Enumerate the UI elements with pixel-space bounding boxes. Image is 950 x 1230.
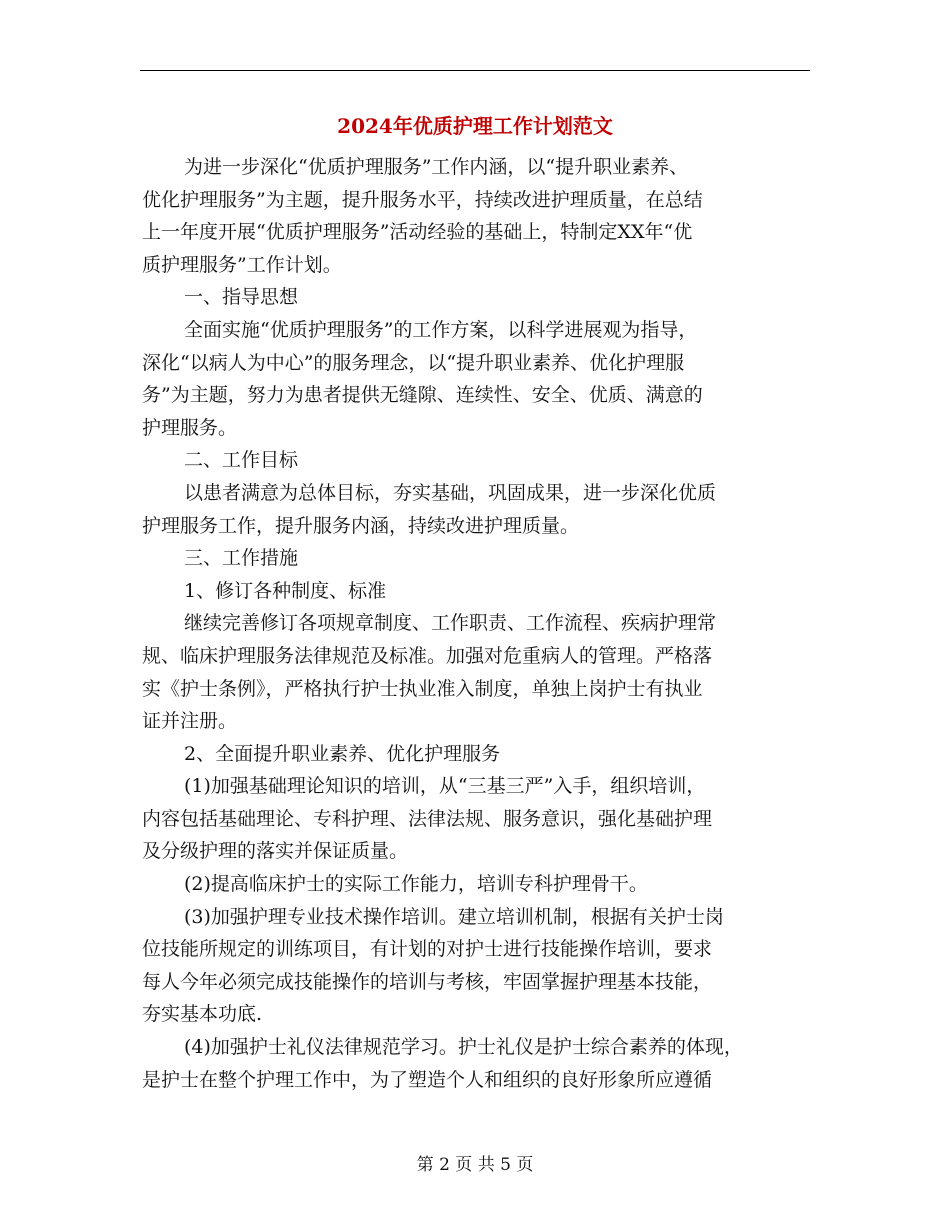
text-line: 优化护理服务”为主题，提升服务水平，持续改进护理质量，在总结 (142, 188, 703, 211)
text-line: 护理服务。 (142, 416, 238, 439)
text-line: 为进一步深化“优质护理服务”工作内涵，以“提升职业素养、 (184, 156, 689, 178)
text-line: (3)加强护理专业技术操作培训。建立培训机制，根据有关护士岗 (184, 905, 724, 928)
text-line: 深化“以病人为中心”的服务理念，以“提升职业素养、优化护理服 (142, 351, 685, 374)
text-line: 1、修订各种制度、标准 (184, 579, 387, 602)
text-line: 2、全面提升职业素养、优化护理服务 (184, 742, 501, 765)
text-line: 位技能所规定的训练项目，有计划的对护士进行技能操作培训，要求 (142, 938, 713, 961)
text-line: 继续完善修订各项规章制度、工作职责、工作流程、疾病护理常 (184, 612, 717, 635)
text-line: 上一年度开展“优质护理服务”活动经验的基础上，特制定XX年“优 (142, 221, 693, 244)
text-line: 及分级护理的落实并保证质量。 (142, 840, 409, 863)
text-line: 内容包括基础理论、专科护理、法律法规、服务意识，强化基础护理 (142, 807, 713, 830)
text-line: 一、指导思想 (184, 286, 299, 309)
text-line: 质护理服务”工作计划。 (142, 253, 342, 276)
header-rule (140, 70, 810, 71)
text-line: 护理服务工作，提升服务内涵，持续改进护理质量。 (142, 514, 580, 537)
document-title: 2024年优质护理工作计划范文 (337, 114, 613, 138)
text-line: (2)提高临床护士的实际工作能力，培训专科护理骨干。 (184, 873, 648, 896)
text-line: 证并注册。 (142, 710, 238, 733)
text-line: (4)加强护士礼仪法律规范学习。护士礼仪是护士综合素养的体现， (184, 1036, 743, 1059)
page-footer: 第 2 页 共 5 页 (416, 1155, 534, 1175)
text-line: 是护士在整个护理工作中，为了塑造个人和组织的良好形象所应遵循 (142, 1068, 713, 1091)
document-body (142, 151, 810, 1096)
text-line: 实《护士条例》，严格执行护士执业准入制度，单独上岗护士有执业 (142, 677, 703, 700)
text-line: (1)加强基础理论知识的培训，从“三基三严”入手，组织培训， (184, 775, 706, 798)
text-line: 每人今年必须完成技能操作的培训与考核，牢固掌握护理基本技能， (142, 970, 713, 993)
text-line: 全面实施“优质护理服务”的工作方案，以科学进展观为指导， (184, 318, 698, 341)
text-line: 规、临床护理服务法律规范及标准。加强对危重病人的管理。严格落 (142, 644, 713, 667)
text-line: 三、工作措施 (184, 547, 299, 570)
text-line: 夯实基本功底. (142, 1003, 263, 1026)
text-line: 务”为主题，努力为患者提供无缝隙、连续性、安全、优质、满意的 (142, 384, 703, 407)
text-line: 二、工作目标 (184, 449, 299, 472)
text-line: 以患者满意为总体目标，夯实基础，巩固成果，进一步深化优质 (184, 481, 717, 504)
